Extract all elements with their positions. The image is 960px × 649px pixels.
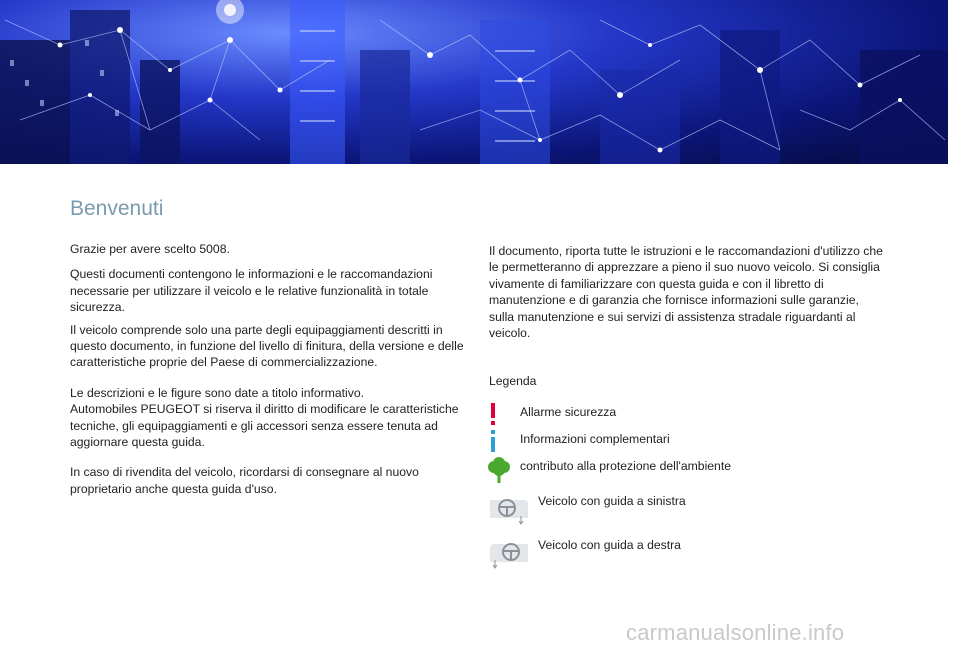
paragraph-intro: Grazie per avere scelto 5008. xyxy=(70,242,230,256)
legend-label-right-hand-drive: Veicolo con guida a destra xyxy=(538,538,681,552)
left-hand-drive-icon xyxy=(488,494,532,531)
paragraph-resale: In caso di rivendita del veicolo, ricordarsi di consegnare al nuovo proprietario anche questa guida d'uso. xyxy=(70,465,419,496)
legend-item-right-hand-drive xyxy=(538,538,681,552)
right-text-column xyxy=(489,243,884,341)
legend-title: Legenda xyxy=(489,374,537,388)
legend-label-environment: contributo alla protezione dell'ambiente xyxy=(520,459,732,473)
network-city-illustration xyxy=(0,0,948,164)
legend-item-info xyxy=(520,432,670,446)
paragraph-descriptions: Le descrizioni e le figure sono date a titolo informativo. xyxy=(70,385,365,400)
legend-item-environment xyxy=(520,459,731,473)
paragraph-documents: Questi documenti contengono le informazioni e le raccomandazioni necessarie per utilizzare il veicolo e le relative funzionalità in totale sicurezza. xyxy=(70,267,433,315)
paragraph-rights: Automobiles PEUGEOT si riserva il diritto di modificare le caratteristiche tecniche, gli equipaggiamenti e gli accessori senza essere tenuta ad aggiornare questa guida. xyxy=(70,402,459,450)
legend-item-left-hand-drive xyxy=(538,494,686,508)
warning-icon xyxy=(488,403,498,430)
paragraph-equipment: Il veicolo comprende solo una parte degli equipaggiamenti descritti in questo documento, in funzione del livello di finitura, della versione e delle caratteristiche proprie del Paese di commercializzazione. xyxy=(70,322,464,370)
page-title: Benvenuti xyxy=(70,197,164,220)
right-hand-drive-icon xyxy=(488,538,532,575)
watermark: carmanualsonline.info xyxy=(626,620,845,645)
legend-item-warning xyxy=(520,405,616,419)
info-icon xyxy=(488,430,498,457)
header-banner-image xyxy=(0,0,948,164)
legend-label-left-hand-drive: Veicolo con guida a sinistra xyxy=(538,494,686,508)
left-text-column xyxy=(70,241,465,497)
paragraph-document-info: Il documento, riporta tutte le istruzioni e le raccomandazioni d'utilizzo che le permetteranno di apprezzare a pieno il suo nuovo veicolo. Si consiglia vivamente di familiarizzare con questa guida e con il libretto di manutenzione e di garanzia che fornisce informazioni sulle garanzie, sulla manutenzione e sui servizi di assistenza stradale riguardanti al veicolo. xyxy=(489,244,883,341)
legend-label-warning: Allarme sicurezza xyxy=(520,405,617,419)
legend-label-info: Informazioni complementari xyxy=(520,432,670,446)
tree-icon xyxy=(487,457,511,488)
